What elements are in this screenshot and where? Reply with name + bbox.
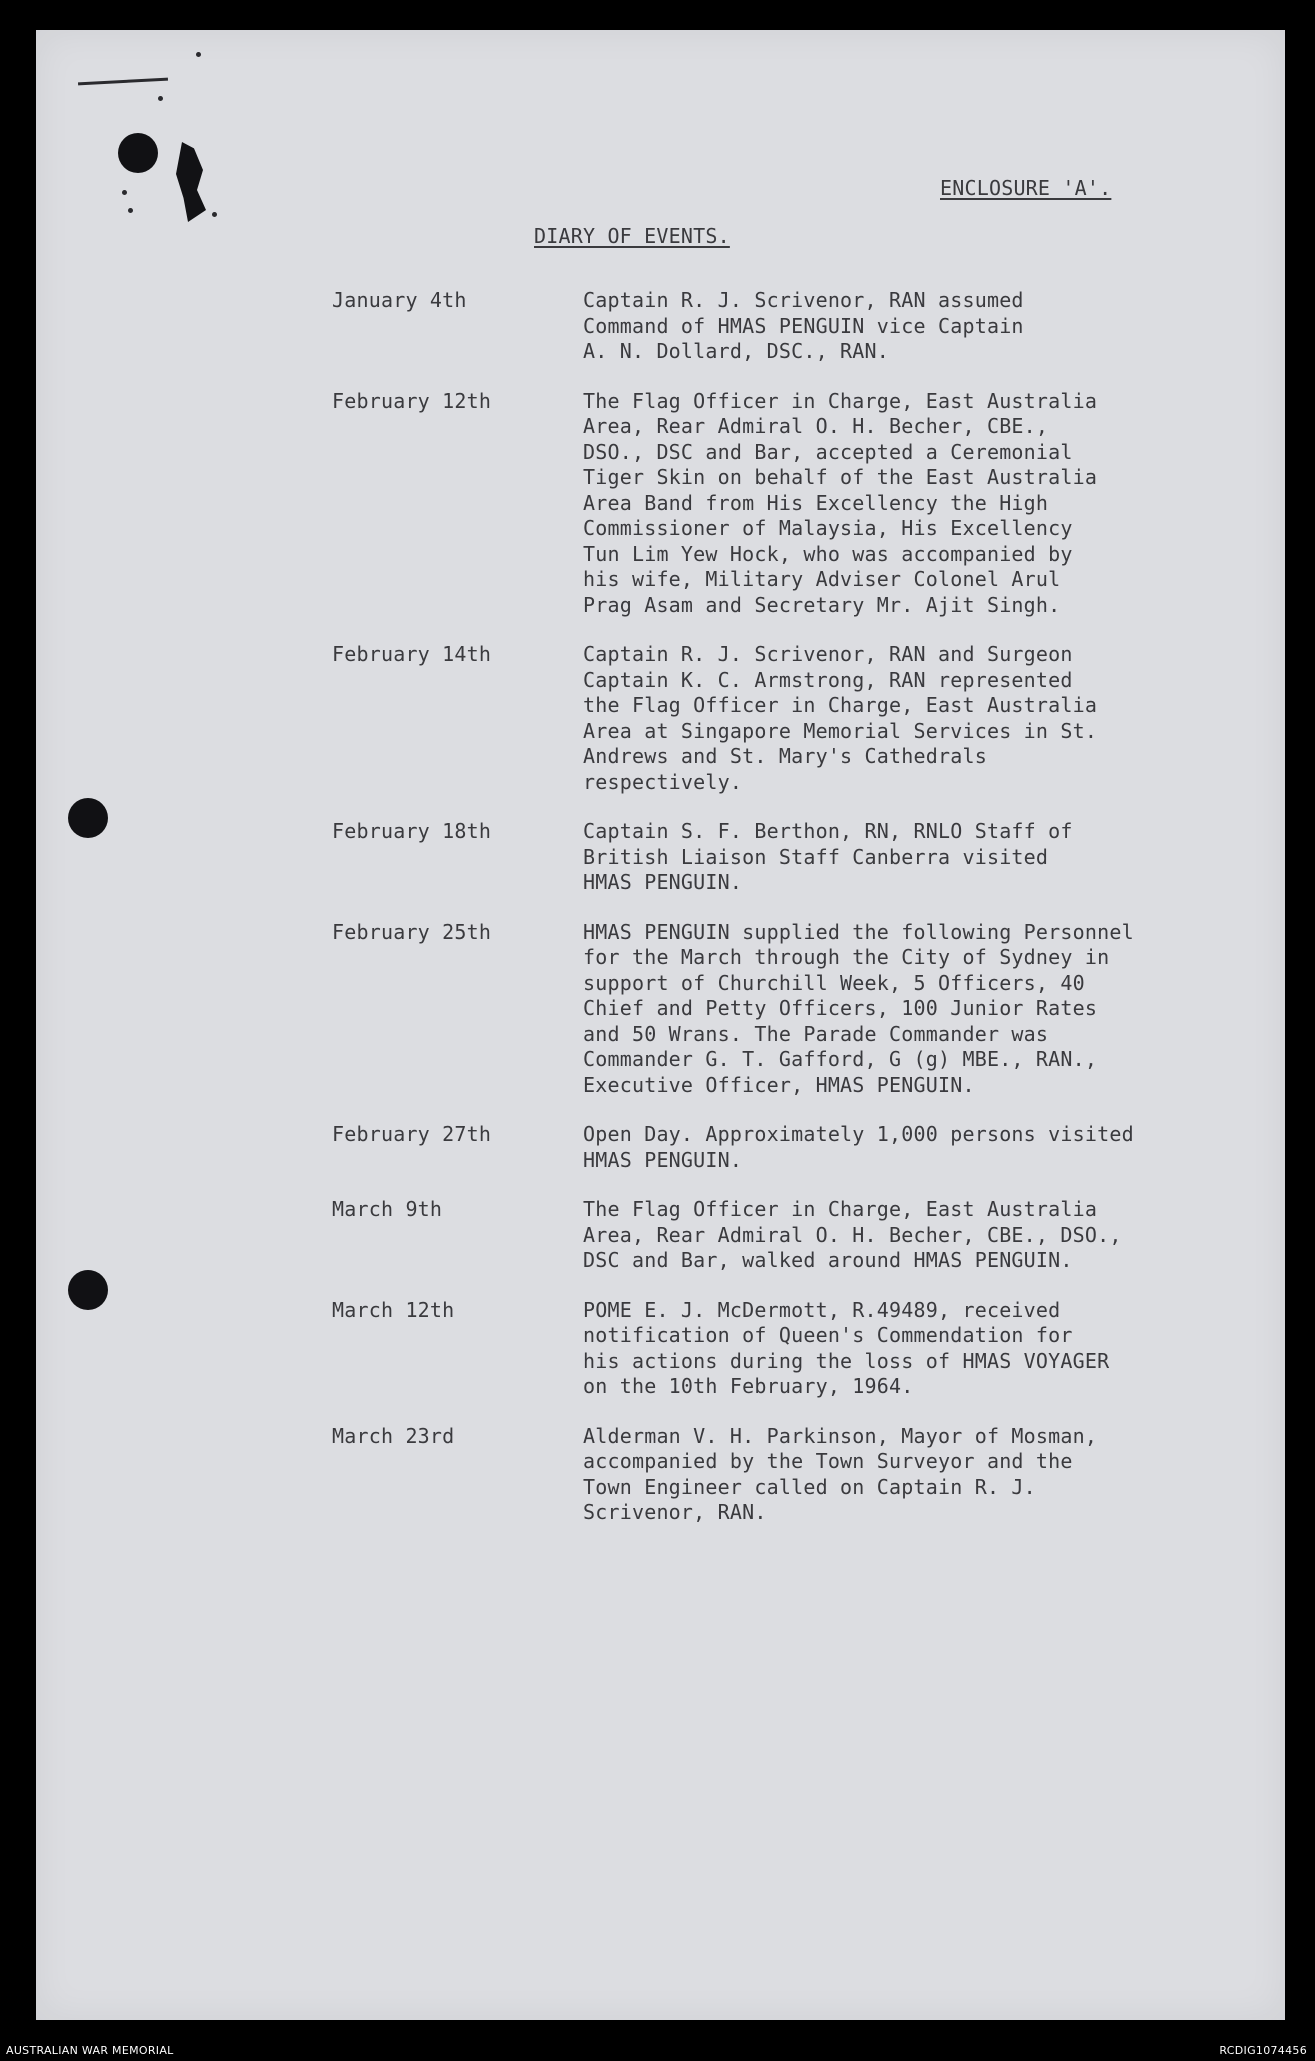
- ink-speck: [158, 96, 163, 101]
- entry-date: January 4th: [332, 288, 467, 312]
- entry-text: The Flag Officer in Charge, East Australia Area, Rear Admiral O. H. Becher, CBE., DSO., DSC and Bar, walked around HMAS PENGUIN.: [583, 1197, 1122, 1272]
- entry-date: March 23rd: [332, 1423, 455, 1448]
- entry-date: March 9th: [332, 1197, 443, 1221]
- entry-text: POME E. J. McDermott, R.49489, received notification of Queen's Commendation for his actions during the loss of HMAS VOYAGER on the 10th February, 1964.: [583, 1297, 1110, 1398]
- entry-text: The Flag Officer in Charge, East Australia Area, Rear Admiral O. H. Becher, CBE., DSO., DSC and Bar, accepted a Ceremonial Tiger Skin on behalf of the East Australia Area Band from His Excellency the High Commissioner of Malaysia, His Excellency Tun Lim Yew Hock, who was accompanied by his wife, Military Adviser Colonel Arul Prag Asam and Secretary Mr. Ajit Singh.: [583, 388, 1098, 617]
- diary-entry: [332, 642, 1232, 795]
- entry-date: February 25th: [332, 919, 492, 944]
- ink-speck: [122, 190, 127, 195]
- punch-hole: [68, 1270, 108, 1310]
- entry-text: Alderman V. H. Parkinson, Mayor of Mosman, accompanied by the Town Surveyor and the Town Engineer called on Captain R. J. Scrivenor, RAN.: [583, 1423, 1098, 1524]
- entry-date: February 27th: [332, 1122, 492, 1146]
- torn-hole: [176, 142, 206, 222]
- diary-entries: [332, 288, 1232, 1550]
- punch-hole: [68, 798, 108, 838]
- entry-text: Captain R. J. Scrivenor, RAN assumed Command of HMAS PENGUIN vice Captain A. N. Dollard, DSC., RAN.: [583, 288, 1024, 363]
- diary-entry: [332, 1122, 1232, 1173]
- ink-speck: [128, 208, 133, 213]
- entry-text: Open Day. Approximately 1,000 persons visited HMAS PENGUIN.: [583, 1122, 1134, 1172]
- entry-date: February 12th: [332, 388, 492, 413]
- entry-text: HMAS PENGUIN supplied the following Personnel for the March through the City of Sydney in support of Churchill Week, 5 Officers, 40 Chief and Petty Officers, 100 Junior Rates and 50 Wrans. The Parade Commander was Commander G. T. Gafford, G (g) MBE., RAN., Executive Officer, HMAS PENGUIN.: [583, 919, 1134, 1097]
- entry-text: Captain S. F. Berthon, RN, RNLO Staff of British Liaison Staff Canberra visited HMAS PENGUIN.: [583, 819, 1073, 894]
- diary-entry: [332, 819, 1232, 896]
- entry-date: February 18th: [332, 819, 492, 843]
- diary-entry: [332, 920, 1232, 1099]
- footer-credit: AUSTRALIAN WAR MEMORIAL: [6, 2044, 174, 2057]
- entry-date: February 14th: [332, 642, 492, 666]
- enclosure-label: ENCLOSURE 'A'.: [940, 176, 1112, 200]
- diary-entry: [332, 1298, 1232, 1400]
- entry-text: Captain R. J. Scrivenor, RAN and Surgeon Captain K. C. Armstrong, RAN represented the Flag Officer in Charge, East Australia Area at Singapore Memorial Services in St. Andrews and St. Mary's Cathedrals respectively.: [583, 642, 1098, 794]
- diary-entry: [332, 1197, 1232, 1274]
- document-title: DIARY OF EVENTS.: [534, 224, 730, 248]
- punch-hole: [118, 133, 158, 173]
- ink-speck: [212, 212, 217, 217]
- tape-mark: [78, 78, 168, 86]
- footer-record-id: RCDIG1074456: [1219, 2044, 1307, 2057]
- diary-entry: [332, 1424, 1232, 1526]
- ink-speck: [196, 52, 201, 57]
- document-page: [36, 30, 1285, 2020]
- diary-entry: [332, 389, 1232, 619]
- diary-entry: [332, 288, 1232, 365]
- entry-date: March 12th: [332, 1297, 455, 1322]
